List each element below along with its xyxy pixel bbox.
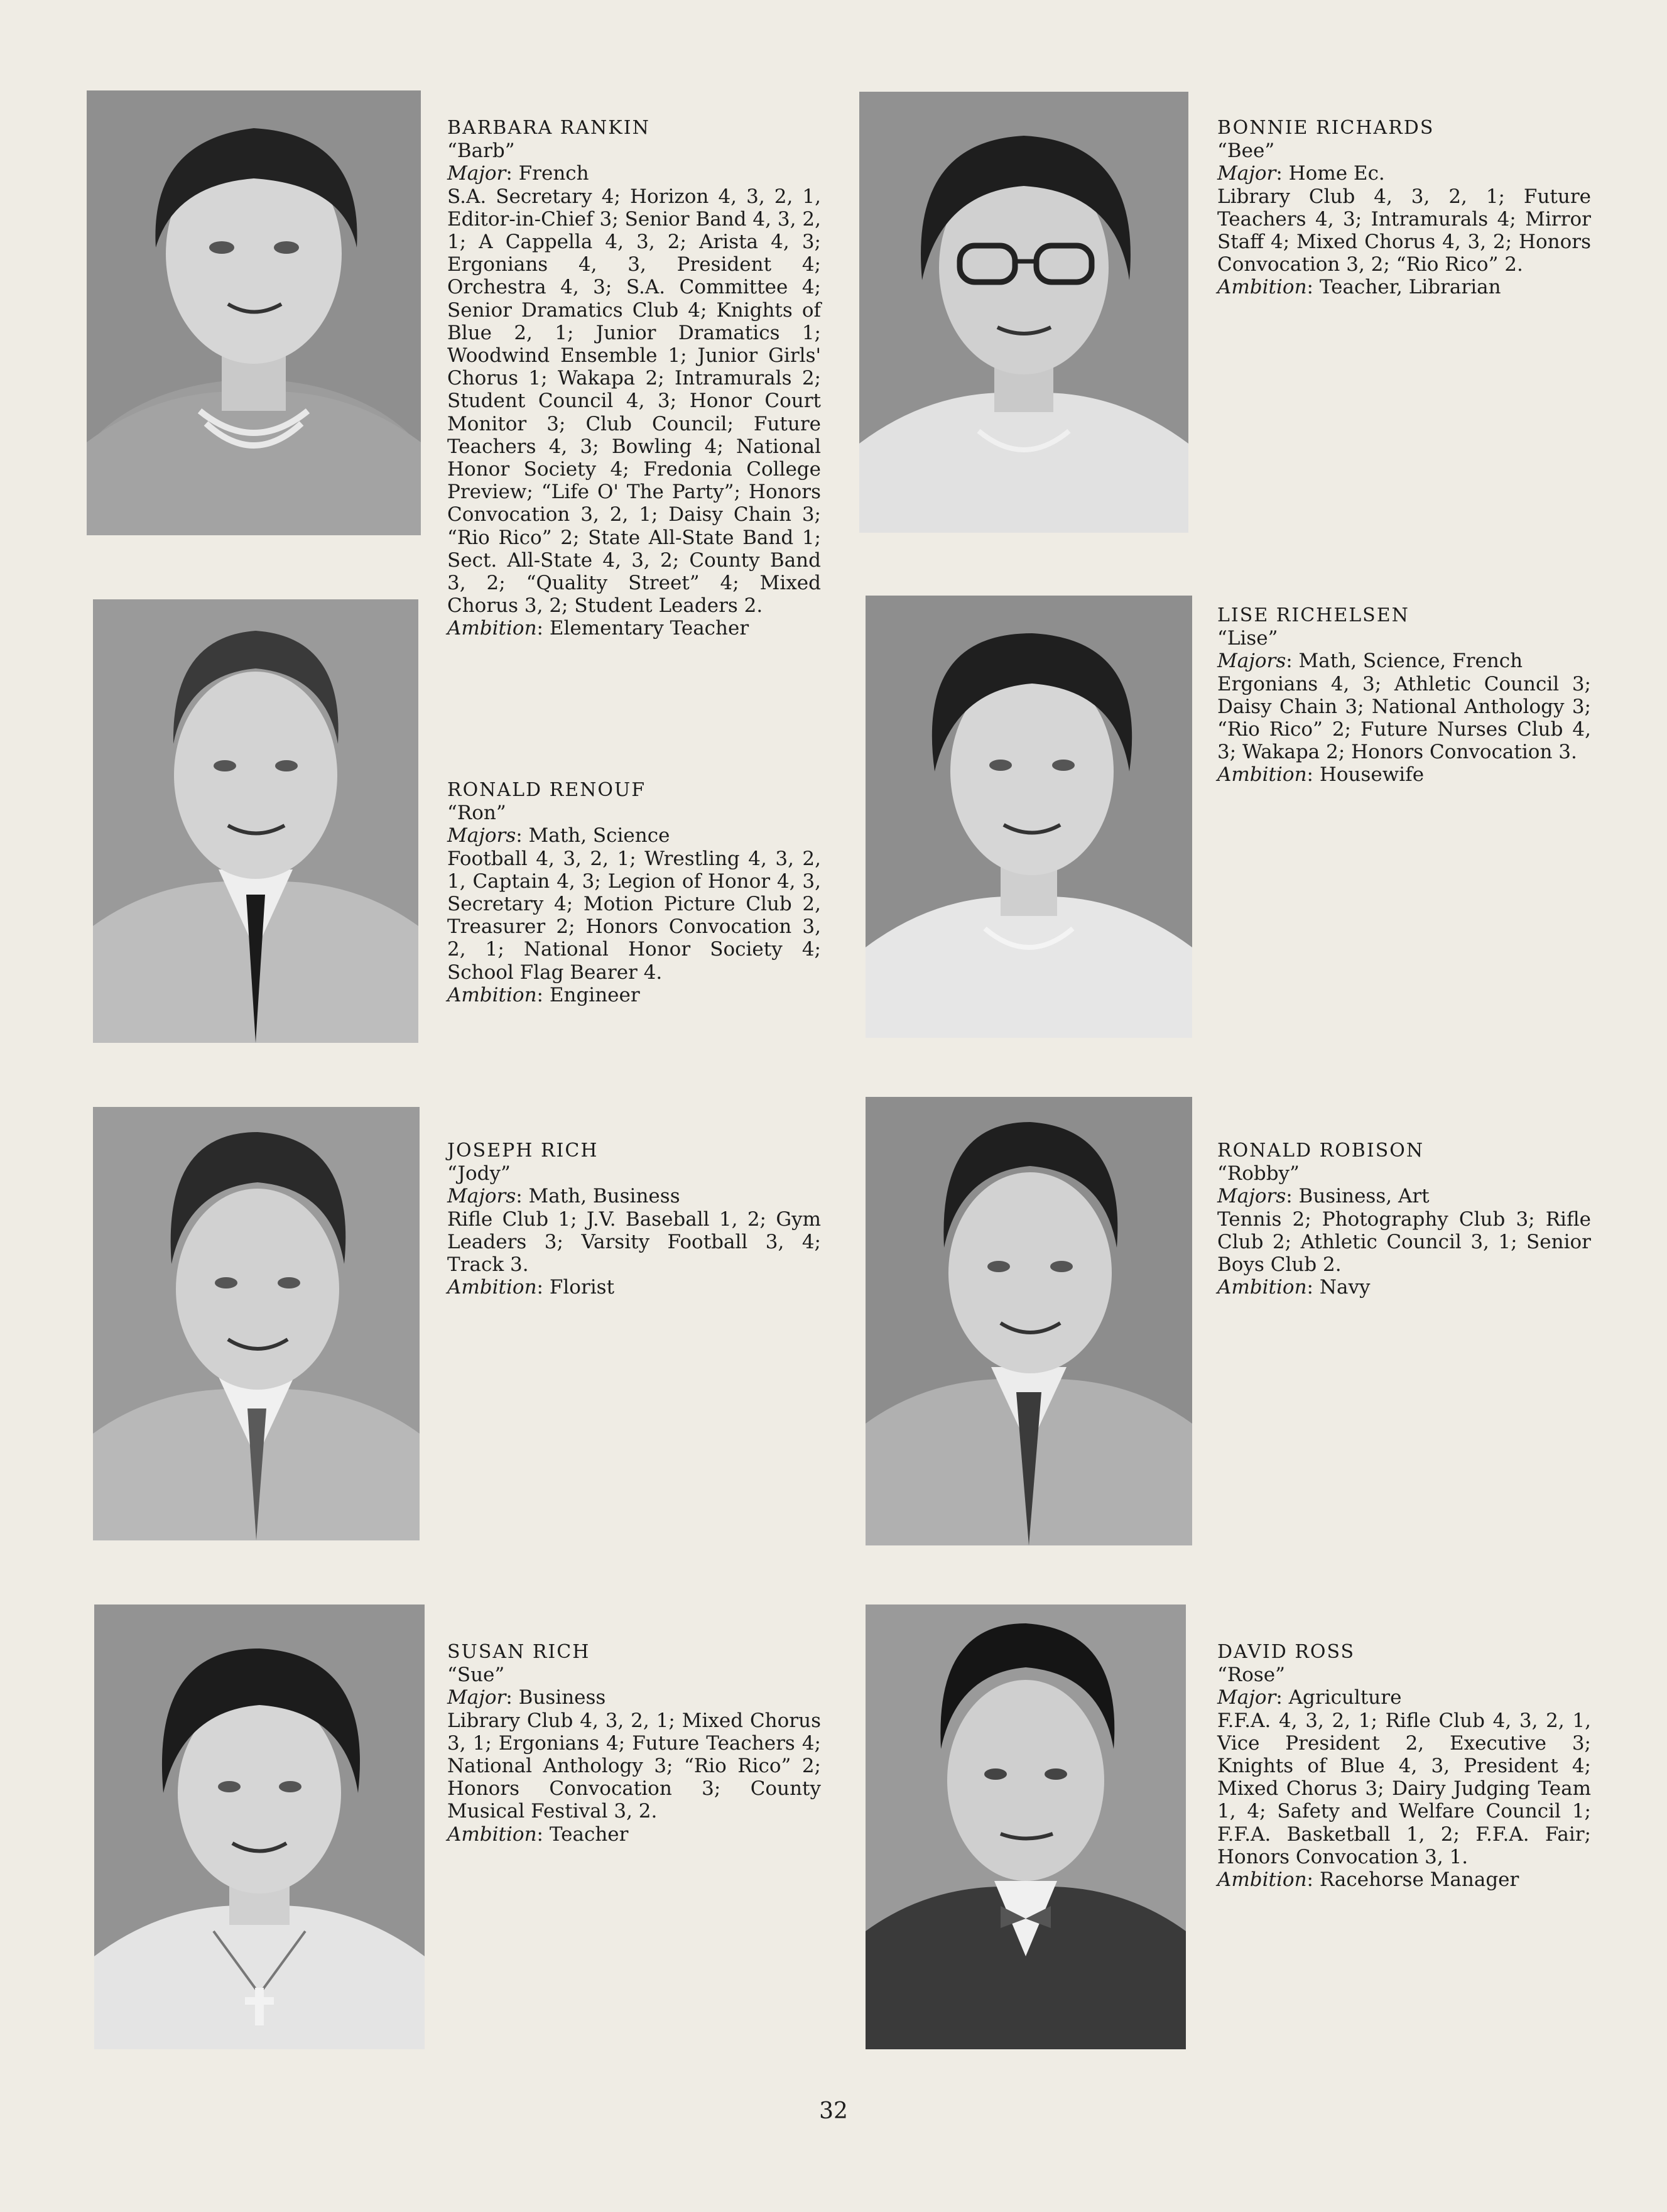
student-name: RONALD ROBISON — [1217, 1140, 1425, 1162]
ambition-value: Florist — [549, 1276, 615, 1299]
major-value: Home Ec. — [1288, 162, 1385, 185]
student-major: Majors: Math, Science, French — [1217, 650, 1523, 673]
student-activities: F.F.A. 4, 3, 2, 1; Rifle Club 4, 3, 2, 1, Vice President 2, Executive 3; Knights of Blue 4, 3, President 4; Mixed Chorus 3; Dairy Judging Team 1, 4; Safety and Welfare Council 1; F.F.A. Basketball 1, 2; F.F.A. Fair; Honors Convocation 3, 1. — [1217, 1709, 1591, 1868]
student-nickname: “Rose” — [1217, 1664, 1285, 1687]
ambition-value: Housewife — [1319, 763, 1425, 787]
student-nickname: “Sue” — [447, 1664, 505, 1687]
ambition-label: Ambition — [1217, 1276, 1307, 1299]
student-major: Major: Agriculture — [1217, 1686, 1402, 1709]
ambition-label: Ambition — [447, 1822, 537, 1846]
portrait-photo-susan-rich — [94, 1605, 425, 2049]
ambition-value: Elementary Teacher — [549, 617, 749, 640]
student-activities: Library Club 4, 3, 2, 1; Future Teachers 4, 3; Intramurals 4; Mirror Staff 4; Mixed Chorus 4, 3, 2; Honors Convocation 3, 2; “Rio Rico” 2. — [1217, 185, 1591, 276]
major-label: Majors — [447, 824, 516, 847]
student-entry-ronald-robison — [1217, 1140, 1591, 1299]
student-activities: Tennis 2; Photography Club 3; Rifle Club 2; Athletic Council 3, 1; Senior Boys Club 2. — [1217, 1207, 1591, 1277]
student-entry-susan-rich — [447, 1641, 821, 1846]
portrait-photo-bonnie-richards — [859, 92, 1188, 533]
ambition-value: Engineer — [549, 983, 640, 1006]
major-label: Major — [447, 1686, 506, 1709]
ambition-label: Ambition — [447, 617, 537, 640]
student-activities: Rifle Club 1; J.V. Baseball 1, 2; Gym Leaders 3; Varsity Football 3, 4; Track 3. — [447, 1207, 821, 1277]
ambition-value: Racehorse Manager — [1319, 1868, 1519, 1892]
student-ambition: Ambition: Teacher, Librarian — [1217, 276, 1501, 299]
student-ambition: Ambition: Navy — [1217, 1276, 1371, 1299]
student-ambition: Ambition: Racehorse Manager — [1217, 1868, 1519, 1892]
ambition-value: Teacher — [549, 1822, 629, 1846]
portrait-photo-ronald-robison — [866, 1097, 1192, 1545]
major-value: Business — [518, 1686, 606, 1709]
student-entry-bonnie-richards — [1217, 117, 1591, 299]
student-name: SUSAN RICH — [447, 1641, 590, 1663]
student-name: DAVID ROSS — [1217, 1641, 1355, 1663]
student-major: Major: Business — [447, 1686, 606, 1709]
portrait-photo-ronald-renouf — [93, 599, 418, 1043]
major-value: Math, Business — [528, 1185, 680, 1208]
student-activities: Ergonians 4, 3; Athletic Council 3; Daisy Chain 3; National Anthology 3; “Rio Rico” 2; Future Nurses Club 4, 3; Wakapa 2; Honors Convocation 3. — [1217, 672, 1591, 764]
student-ambition: Ambition: Engineer — [447, 983, 640, 1006]
portrait-photo-lise-richelsen — [866, 596, 1192, 1038]
major-label: Majors — [1217, 650, 1286, 673]
portrait-photo-joseph-rich — [93, 1107, 420, 1540]
major-label: Major — [1217, 162, 1276, 185]
major-label: Majors — [1217, 1185, 1286, 1208]
major-label: Majors — [447, 1185, 516, 1208]
student-name: RONALD RENOUF — [447, 779, 646, 801]
student-name: BONNIE RICHARDS — [1217, 117, 1435, 139]
ambition-label: Ambition — [447, 1276, 537, 1299]
major-label: Major — [447, 162, 506, 185]
student-ambition: Ambition: Housewife — [1217, 763, 1425, 787]
student-ambition: Ambition: Teacher — [447, 1822, 629, 1846]
major-label: Major — [1217, 1686, 1276, 1709]
student-major: Majors: Math, Business — [447, 1185, 680, 1208]
major-value: Math, Science — [528, 824, 670, 847]
student-major: Major: Home Ec. — [1217, 162, 1385, 185]
student-nickname: “Robby” — [1217, 1162, 1300, 1185]
major-value: Agriculture — [1288, 1686, 1402, 1709]
student-nickname: “Jody” — [447, 1162, 511, 1185]
major-value: Business, Art — [1298, 1185, 1430, 1208]
student-major: Majors: Business, Art — [1217, 1185, 1430, 1208]
ambition-label: Ambition — [447, 983, 537, 1006]
student-nickname: “Barb” — [447, 139, 515, 163]
ambition-label: Ambition — [1217, 1868, 1307, 1892]
student-ambition: Ambition: Elementary Teacher — [447, 617, 749, 640]
ambition-value: Teacher, Librarian — [1319, 276, 1501, 299]
student-name: BARBARA RANKIN — [447, 117, 650, 139]
page-number: 32 — [819, 2098, 848, 2124]
major-value: Math, Science, French — [1298, 650, 1523, 673]
student-entry-joseph-rich — [447, 1140, 821, 1299]
student-major: Majors: Math, Science — [447, 824, 670, 847]
ambition-label: Ambition — [1217, 276, 1307, 299]
student-major: Major: French — [447, 162, 589, 185]
student-entry-lise-richelsen — [1217, 604, 1591, 787]
student-nickname: “Lise” — [1217, 627, 1278, 650]
student-nickname: “Ron” — [447, 802, 506, 825]
portrait-photo-david-ross — [866, 1605, 1186, 2049]
student-activities: Library Club 4, 3, 2, 1; Mixed Chorus 3, 1; Ergonians 4; Future Teachers 4; National Anthology 3; “Rio Rico” 2; Honors Convocation 3; County Musical Festival 3, 2. — [447, 1709, 821, 1823]
ambition-label: Ambition — [1217, 763, 1307, 787]
ambition-value: Navy — [1319, 1276, 1371, 1299]
student-name: LISE RICHELSEN — [1217, 604, 1409, 626]
major-value: French — [518, 162, 589, 185]
student-activities: S.A. Secretary 4; Horizon 4, 3, 2, 1, Editor-in-Chief 3; Senior Band 4, 3, 2, 1; A Cappella 4, 3, 2; Arista 4, 3; Ergonians 4, 3, President 4; Orchestra 4, 3; S.A. Committee 4; Senior Dramatics Club 4; Knights of Blue 2, 1; Junior Dramatics 1; Woodwind Ensemble 1; Junior Girls' Chorus 1; Wakapa 2; Intramurals 2; Student Council 4, 3; Honor Court Monitor 3; Club Council; Future Teachers 4, 3; Bowling 4; National Honor Society 4; Fredonia College Preview; “Life O' The Party”; Honors Convocation 3, 2, 1; Daisy Chain 3; “Rio Rico” 2; State All-State Band 1; Sect. All-State 4, 3, 2; County Band 3, 2; “Quality Street” 4; Mixed Chorus 3, 2; Student Leaders 2. — [447, 185, 821, 618]
student-entry-barbara-rankin — [447, 117, 821, 640]
student-nickname: “Bee” — [1217, 139, 1275, 163]
student-name: JOSEPH RICH — [447, 1140, 599, 1162]
student-entry-david-ross — [1217, 1641, 1591, 1891]
student-ambition: Ambition: Florist — [447, 1276, 615, 1299]
portrait-photo-barbara-rankin — [87, 90, 421, 535]
student-entry-ronald-renouf — [447, 779, 821, 1006]
student-activities: Football 4, 3, 2, 1; Wrestling 4, 3, 2, 1, Captain 4, 3; Legion of Honor 4, 3, Secretary 4; Motion Picture Club 2, Treasurer 2; Honors Convocation 3, 2, 1; National Honor Society 4; School Flag Bearer 4. — [447, 847, 821, 984]
